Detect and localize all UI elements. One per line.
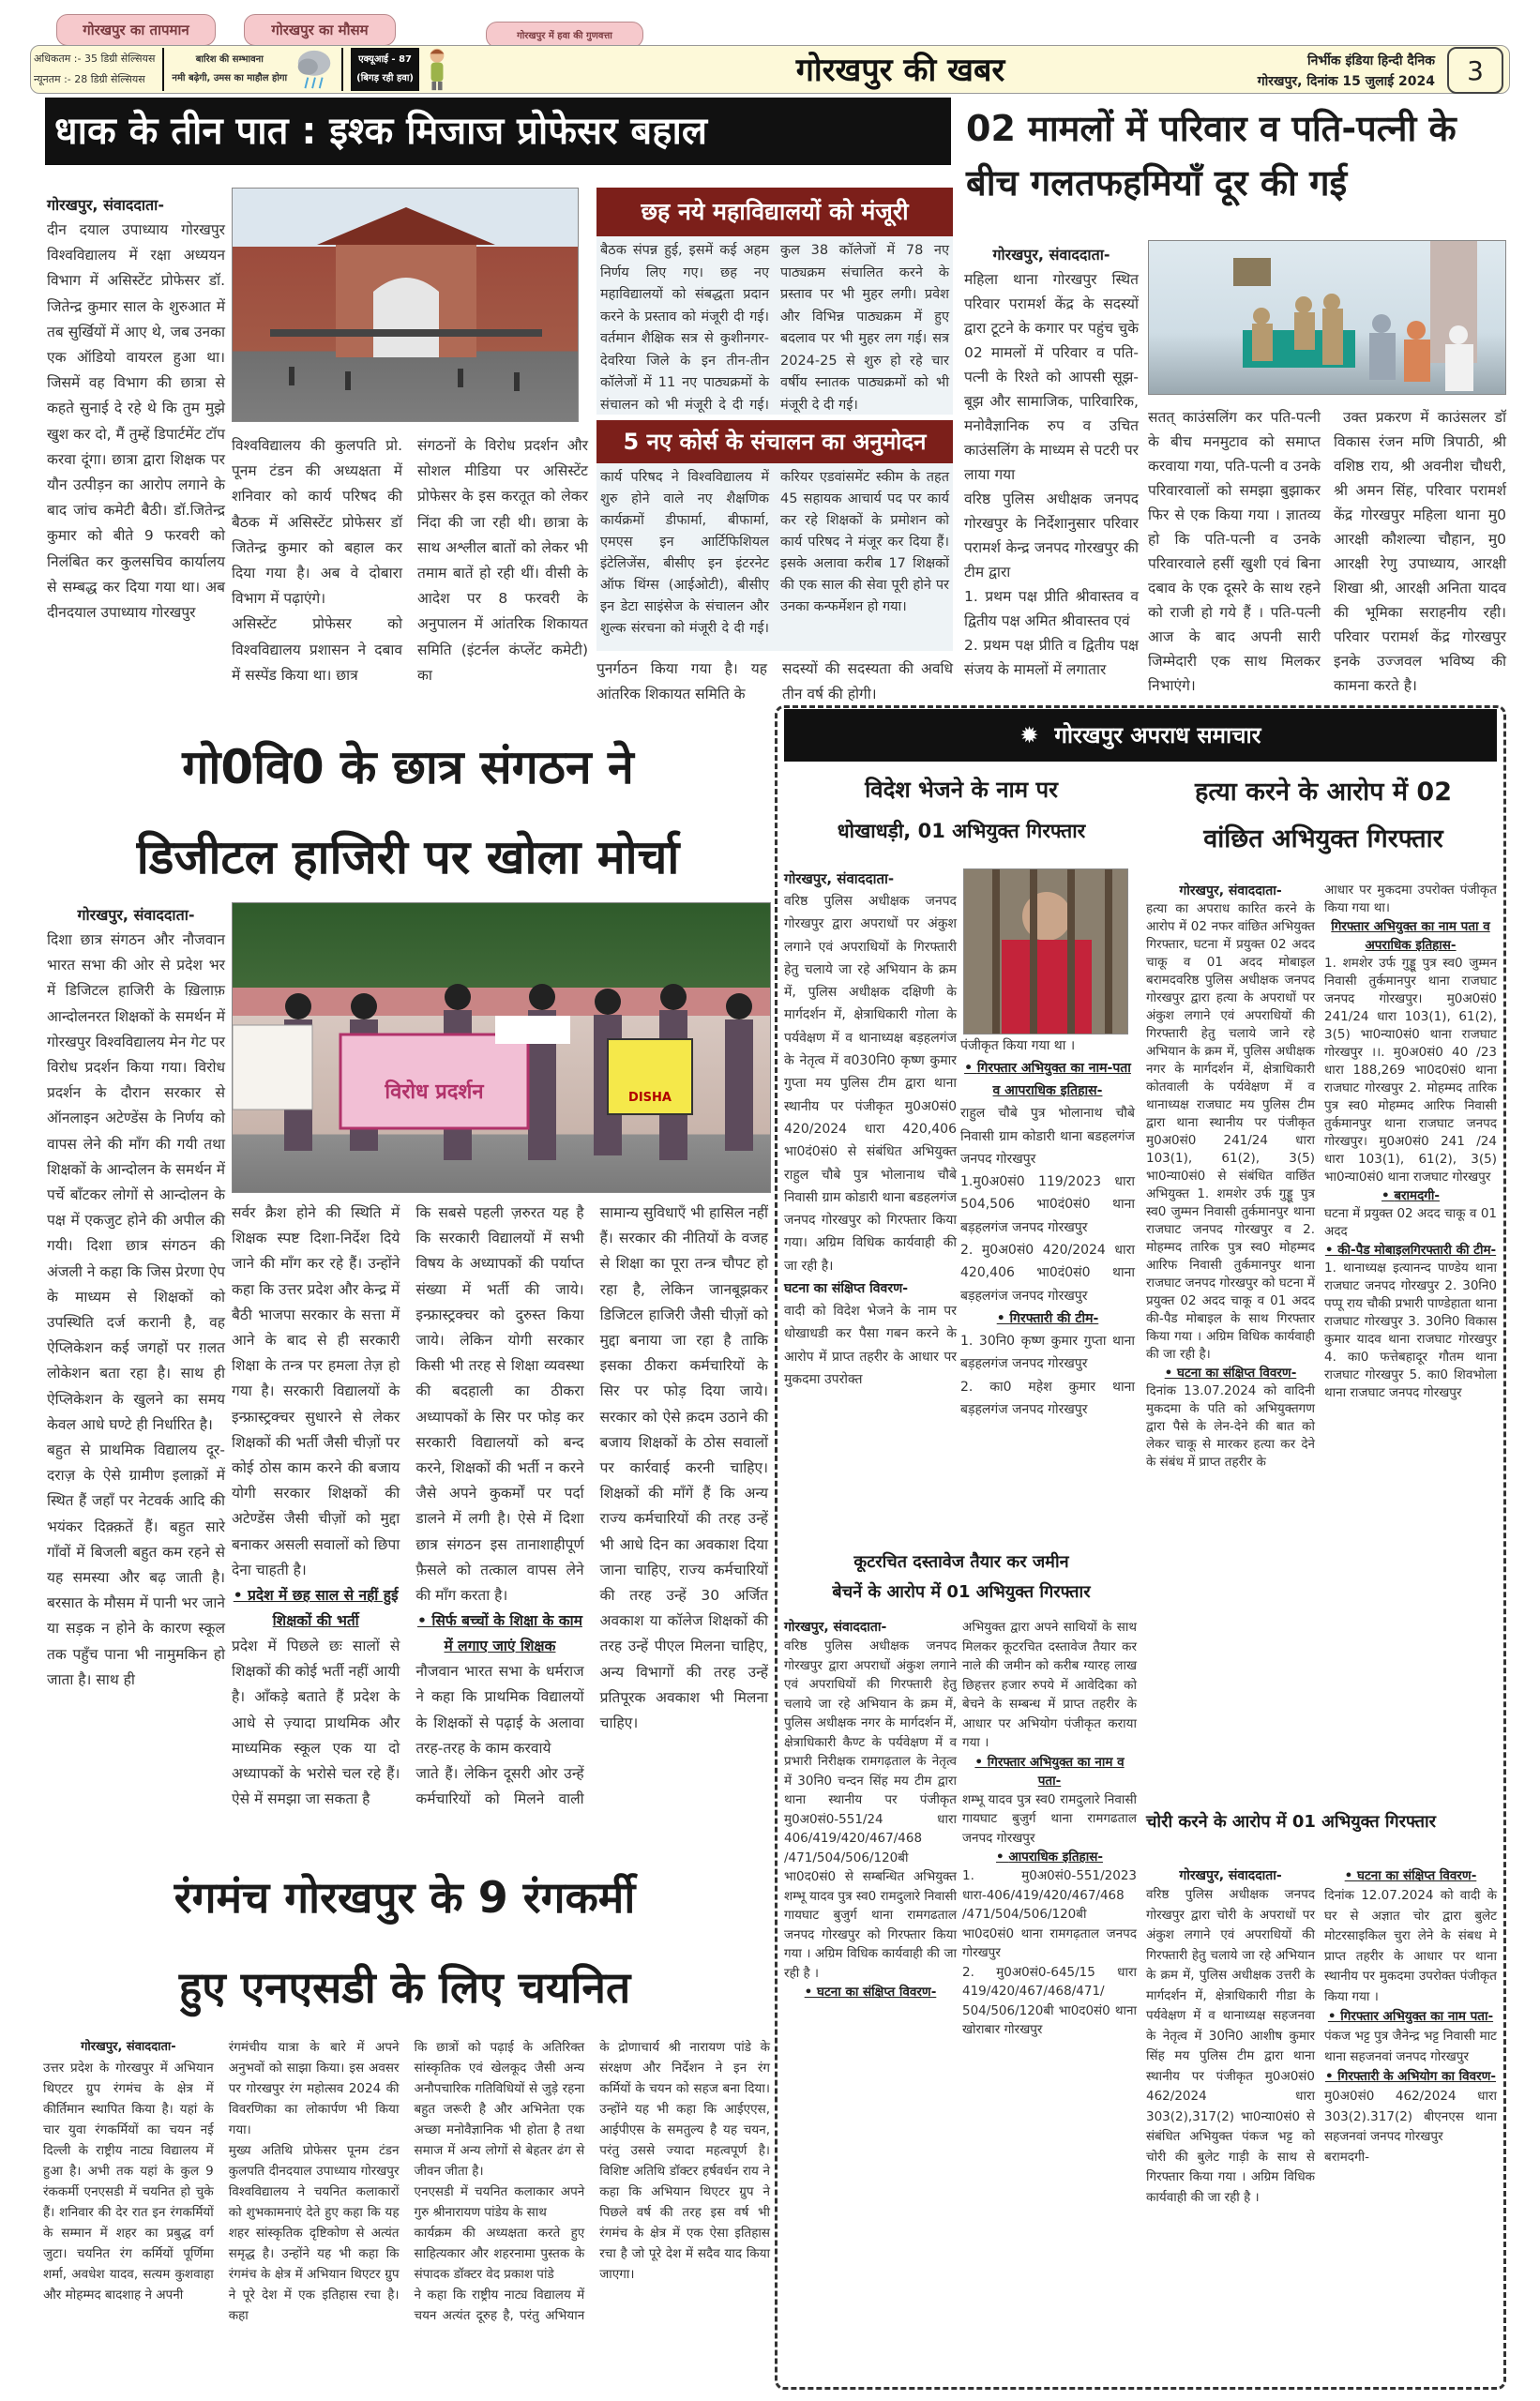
subheading: • प्रदेश में छह साल से नहीं हुई शिक्षकों की भर्ती xyxy=(232,1583,400,1634)
fraud-headline xyxy=(784,769,1139,852)
story-text: नौजवान भारत सभा के धर्मराज ने कहा कि प्राथमिक विद्यालयों के शिक्षकों से पढ़ाई के अलावा तरह-तरह के काम करवाये xyxy=(415,1663,584,1757)
max-temperature: अधिकतम :- 35 डिग्री सेल्सियस xyxy=(34,53,156,65)
story-text: 1. शमशेर उर्फ गुड्डू पुत्र स्व0 जुम्मन निवासी तुर्कमानपुर थाना राजघाट जनपद गोरखपुर। मु0अ0सं0 241/24 धारा 103(1), 61(2), 3(5) भा0न्या0सं0 थाना राजघाट गोरखपुर ।।. मु0अ0सं0 40 /23 धारा 188,269 भा0द0सं0 थाना राजघाट गोरखपुर 2. मोहम्मद तारिक पुत्र स्व0 मोहम्मद आरिफ निवासी तुर्कमानपुर थाना राजघाट जनपद गोरखपुर। मु0अ0सं0 241 /24 धारा 103(1), 61(2), 3(5) भा0न्या0सं0 थाना राजघाट गोरखपुर xyxy=(1324,956,1497,1185)
byline: गोरखपुर, संवाददाता- xyxy=(77,906,195,924)
byline: गोरखपुर, संवाददाता- xyxy=(784,870,895,887)
story-text: दिनांक 13.07.2024 को वादिनी मुकदमा के पति को अभियुक्तगण द्वारा पैसे के लेन-देने की बात को लेकर चाकू से मारकर हत्या कर देने के संबंध में प्राप्त तहरीर के xyxy=(1146,1383,1315,1470)
story-text: रंगमंचीय यात्रा के बारे में अपने अनुभवों को साझा किया। इस अवसर पर गोरखपुर रंग महोत्सव 2024 की विवरणिका का लोकार्पण भी किया गया। xyxy=(228,2040,400,2137)
jail-photo xyxy=(963,868,1128,1034)
subheading: • बरामदगी- xyxy=(1324,1186,1497,1205)
story-text: दीन दयाल उपाध्याय गोरखपुर विश्वविद्यालय में रक्षा अध्ययन विभाग में असिस्टेंट प्रोफेसर डॉ. जितेन्द्र कुमार साल के शुरुआत में तब सुर्खियों में आए थे, जब उनका एक ऑडियो वायरल हुआ था। जिसमें वह विभाग की छात्रा से कहते सुनाई दे रहे थे कि तुम मुझे खुश कर दो, मैं तुम्हें डिपार्टमेंट टॉप करवा दूंगा। छात्रा द्वारा शिक्षक पर यौन उत्पीड़न का आरोप लगाने के बाद जांच कमेटी बैठी। डॉ.जितेन्द्र कुमार को बीते 9 फरवरी को निलंबित कर कुलसचिव कार्यालय से सम्बद्ध कर दिया गया था। अब दीनदयाल उपाध्याय गोरखपुर xyxy=(47,221,225,622)
subheading: • आपराधिक इतिहास- xyxy=(962,1848,1137,1866)
story-text: 1.मु0अ0सं0 119/2023 धारा 504,506 भा0दं0सं0 थाना बड़हलगंज जनपद गोरखपुर xyxy=(960,1174,1135,1235)
counseling-col-1 xyxy=(964,242,1139,682)
story-text: 2. मु0अ0सं0-645/15 धारा 419/420/467/468/471/ 504/506/120बी भा0द0सं0 थाना खोराबार गोरखपुर xyxy=(962,1964,1137,2037)
protest-banner: विरोध प्रदर्शन xyxy=(385,1080,484,1104)
story-text: आधार पर मुकदमा उपरोक्त पंजीकृत किया गया था। xyxy=(1324,883,1497,915)
theft-col-1 xyxy=(1146,1866,1315,2208)
murder-col-2 xyxy=(1324,882,1497,1402)
page-title: गोरखपुर की खबर xyxy=(795,52,1005,89)
byline: गोरखपुर, संवाददाता- xyxy=(1179,883,1282,898)
story-text: असिस्टेंट प्रोफेसर को विश्वविद्यालय प्रशासन ने दबाव में सस्पेंड किया था। छात्र xyxy=(232,615,402,684)
story-text: वरिष्ठ पुलिस अधीक्षक जनपद गोरखपुर द्वारा अपराधों अंकुश लगाने एवं अपराधियों की गिरफ्तारी हेतु चलाये जा रहे अभियान के क्रम में, पुलिस अधीक्षक नगर के मार्गदर्शन में, क्षेत्राधिकारी कैण्ट के पर्यवेक्षण में व प्रभारी निरीक्षक रामगढ़ताल के नेतृत्व में 30नि0 चन्दन सिंह मय टीम द्वारा थाना स्थानीय पर पंजीकृत मु0अ0सं0-551/24 धारा 406/419/420/467/468 /471/504/506/120बी भा0द0सं0 से सम्बन्धित अभियुक्त शम्भू यादव पुत्र स्व0 रामदुलारे निवासी गायघाट बुजुर्ग थाना रामगढताल जनपद गोरखपुर को गिरफ्तार किया गया । अग्रिम विधिक कार्यवाही की जा रही है । xyxy=(784,1638,957,1981)
theft-col-2 xyxy=(1324,1866,1497,2167)
colleges-headline: छह नये महाविद्यालयों को मंजूरी xyxy=(596,188,953,236)
story-text: घटना में प्रयुक्त 02 अदद चाकू व 01 अदद xyxy=(1324,1206,1497,1239)
subheading: • गिरफ्तारी के अभियोग का विवरण- xyxy=(1324,2067,1497,2087)
story-text: उत्तर प्रदेश के गोरखपुर में अभियान थिएटर ग्रुप रंगमंच के क्षेत्र में कीर्तिमान स्थापित किया है। यहां के चार युवा रंगकर्मियों का चयन नई दिल्ली के राष्ट्रीय नाट्य विद्यालय में हुआ है। अभी तक यहां के कुल 9 रंककर्मी एनएसडी में चयनित हो चुके हैं। शनिवार की देर रात इन रंगकर्मियों के सम्मान में शहर का प्रबुद्ध वर्ग जुटा। चयनित रंग कर्मियों पूर्णिमा शर्मा, अवधेश यादव, सत्यम कुशवाहा और मोहम्मद बादशाह ने अपनी xyxy=(43,2061,214,2303)
story-text: सर्वर क्रैश होने की स्थिति में शिक्षक स्पष्ट दिशा-निर्देश दिये जाने की माँग कर रहे हैं। उन्होंने कहा कि उत्तर प्रदेश और केन्द्र में बैठी भाजपा सरकार के सत्ता में आने के बाद से ही सरकारी शिक्षा के तन्त्र पर हमला तेज़ हो गया है। सरकारी विद्यालयों के इन्फ्रास्ट्रक्चर सुधारने से लेकर शिक्षकों की भर्ती जैसी चीज़ों पर कोई ठोस काम करने की बजाय योगी सरकार शिक्षकों की अटेण्डेंस जैसी चीज़ों को मुद्दा बनाकर असली सवालों को छिपा देना चाहती है। xyxy=(232,1204,400,1578)
headline-line-1: कूटरचित दस्तावेज तैयार कर जमीन xyxy=(853,1552,1069,1572)
aqi-value: एक्यूआई - 87 xyxy=(358,54,412,65)
weather-label: गोरखपुर का मौसम xyxy=(244,14,396,46)
headline-line-2: वांछित अभियुक्त गिरफ्तार xyxy=(1203,824,1443,853)
theft-headline: चोरी करने के आरोप में 01 अभियुक्त गिरफ्तार xyxy=(1146,1812,1436,1832)
story-text: पुनर्गठन किया गया है। यह आंतरिक शिकायत समिति के xyxy=(596,660,767,703)
counseling-room-photo xyxy=(1148,240,1506,395)
subheading: • गिरफ्तार अभियुक्त का नाम पता- xyxy=(1324,2007,1497,2027)
theatre-headline xyxy=(41,1852,768,2032)
professor-headline: धाक के तीन पात : इश्क मिजाज प्रोफेसर बहाल xyxy=(45,98,951,165)
story-text: विश्वविद्यालय की कुलपति प्रो. पूनम टंडन की अध्यक्षता में शनिवार को कार्य परिषद की बैठक में असिस्टेंट प्रोफेसर डॉ जितेन्द्र कुमार को बहाल कर दिया गया है। अब वे दोबारा विभाग में पढ़ाएंगे। xyxy=(232,437,402,608)
story-text: जाते हैं। लेकिन दूसरी ओर उन्हें कर्मचारियों को मिलने वाली सामान्य सुविधाएँ भी हासिल नहीं हैं। सरकार की नीतियों के वजह से शिक्षा का पूरा तन्त्र चौपट हो रहा है, लेकिन जानबूझकर डिजिटल हाजिरी जैसी चीज़ों को मुद्दा बनाया जा रहा है ताकि इसका ठीकरा कर्मचारियों के सिर पर फोड़ दिया जाये। सरकार को ऐसे क़दम उठाने की बजाय शिक्षकों के ठोस सवालों पर कार्रवाई करनी चाहिए। शिक्षकों की माँगें हैं कि अन्य राज्य कर्मचारियों की तरह उन्हें भी आधे दिन का अवकाश दिया जाना चाहिए, राज्य कर्मचारियों की तरह उन्हें 30 अर्जित अवकाश या कॉलेज शिक्षकों की तरह उन्हें पीएल मिलना चाहिए, अन्य विभागों की तरह उन्हें प्रतिपूरक अवकाश भी मिलना चाहिए। xyxy=(415,1204,768,1808)
story-text: कार्यक्रम की अध्यक्षता करते हुए साहित्यकार और शहरनामा पुस्तक के संपादक डॉक्टर वेद प्रकाश पांडे xyxy=(414,2226,585,2282)
courses-box xyxy=(596,420,953,651)
theatre-body xyxy=(43,2037,770,2326)
headline-line-1: गो0वि0 के छात्र संगठन ने xyxy=(182,740,634,794)
byline: गोरखपुर, संवाददाता- xyxy=(81,2040,176,2054)
temperature-label: गोरखपुर का तापमान xyxy=(56,14,216,46)
students-col-2-4 xyxy=(232,1200,768,1812)
story-text: सतत् काउंसलिंग कर पति-पत्नी के बीच मनमुटाव को समाप्त करवाया गया, पति-पत्नी व उनके परिवारवालों को समझा बुझाकर फिर से एक किया गया । ज्ञातव्य हो कि पति-पत्नी व उनके परिवारवाले हसीं खुशी एवं बिना दबाव के एक दूसरे के साथ रहने को राजी हो गये हैं । पति-पत्नी आज के बाद अपनी सारी जिम्मेदारी एक साथ मिलकर निभाएंगे। xyxy=(1148,409,1321,694)
forgery-col-2 xyxy=(962,1618,1137,2040)
subheading: • घटना का संक्षिप्त विवरण- xyxy=(1146,1364,1315,1382)
weather-line-1: बारिश की सम्भावना xyxy=(195,54,264,65)
story-text: उक्त प्रकरण में काउंसलर डॉ विकास रंजन मणि त्रिपाठी, श्री वशिष्ठ राय, श्री अवनीश चौधरी, श्री अमन सिंह, परिवार परामर्श केंद्र गोरखपुर महिला थाना मु0 आरक्षी कौशल्या चौहान, मु0 आरक्षी रेणु उपाध्याय, आरक्षी शिखा श्री, आरक्षी अनिता यादव की भूमिका सराहनीय रही। परिवार परामर्श केंद्र गोरखपुर इनके उज्जवल भविष्य की कामना करते है। xyxy=(1334,409,1506,694)
weather-line-2: नमी बढ़ेगी, उमस का माहौल होगा xyxy=(172,73,288,83)
professor-col-4-5 xyxy=(596,657,953,707)
colleges-box xyxy=(596,188,953,415)
protest-photo xyxy=(232,902,771,1193)
story-text: कि छात्रों को पढ़ाई के अतिरिक्त सांस्कृतिक एवं खेलकूद जैसी अन्य अनौपचारिक गतिविधियों से जुड़े रहना बहुत जरूरी है और अभिनेता एक अच्छा मनोवैज्ञानिक भी होता है तथा समाज में अन्य लोगों से बेहतर ढंग से जीवन जीता है। xyxy=(414,2040,585,2179)
aqi-box xyxy=(351,48,419,91)
story-text: अभियुक्त द्वारा अपने साथियों के साथ मिलकर कूटरचित दस्तावेज तैयार कर नाले की जमीन को करीब ग्यारह लाख छिहत्तर हजार रुपये में आवेदिका को बेचने के सम्बन्ध में प्राप्त तहरीर के आधार पर अभियोग पंजीकृत कराया गया । xyxy=(962,1620,1137,1750)
headline-line-2: धोखाधड़ी, 01 अभियुक्त गिरफ्तार xyxy=(837,820,1086,842)
min-temperature: न्यूनतम :- 28 डिग्री सेल्सियस xyxy=(34,73,145,85)
story-text: मुख्य अतिथि प्रोफेसर पूनम टंडन कुलपति दीनदयाल उपाध्याय गोरखपुर विश्वविद्यालय ने चयनित कलाकारों को शुभकामनाएं देते हुए कहा कि यह शहर सांस्कृतिक दृष्टिकोण से अत्यंत समृद्ध है। उन्होंने यह भी कहा कि रंगमंच के क्षेत्र में अभियान थिएटर ग्रुप ने पूरे देश में एक इतिहास रचा है। कहा xyxy=(228,2143,400,2323)
students-headline xyxy=(47,722,769,902)
story-text: दिनांक 12.07.2024 को वादी के घर से अज्ञात चोर द्वारा बुलेट मोटरसाइकिल चुरा लेने के संबध मे प्राप्त तहरीर के आधार पर थाना स्थानीय पर मुकदमा उपरोक्त पंजीकृत किया गया । xyxy=(1324,1888,1497,2004)
story-text: एनएसडी में चयनित कलाकार अपने गुरु श्रीनारायण पांडेय के साथ xyxy=(414,2184,585,2220)
forgery-col-1 xyxy=(784,1618,957,2001)
story-text: वरिष्ठ पुलिस अधीक्षक जनपद गोरखपुर के निर्देशानुसार परिवार परामर्श केन्द्र जनपद गोरखपुर की टीम द्वारा xyxy=(964,491,1139,581)
story-text: राहुल चौबे पुत्र भोलानाथ चौबे निवासी ग्राम कोडारी थाना बडहलगंज जनपद गोरखपुर xyxy=(960,1106,1135,1167)
crime-banner-title: गोरखपुर अपराध समाचार xyxy=(1054,722,1261,748)
subheading: • गिरफ्तार अभियुक्त का नाम व पता- xyxy=(962,1753,1137,1790)
forgery-headline xyxy=(784,1548,1139,1608)
university-gate-photo xyxy=(232,188,579,422)
headline-line-1: हत्या करने के आरोप में 02 xyxy=(1194,778,1452,807)
divider xyxy=(162,48,164,91)
subheading: • सिर्फ बच्चों के शिक्षा के काम में लगाए जाएं शिक्षक xyxy=(415,1608,583,1659)
story-text: संगठनों के विरोध प्रदर्शन और सोशल मीडिया पर असिस्टेंट प्रोफेसर के इस करतूत को लेकर निंदा की जा रही थी। छात्रा के साथ अश्लील बातों को लेकर भी तमाम बातें हो रही थीं। वीसी के आदेश पर 8 फरवरी के अनुपालन में आंतरिक शिकायत समिति (इंटर्नल कंप्लेंट कमेटी) का xyxy=(417,437,588,684)
story-text: 2. मु0अ0सं0 420/2024 धारा 420,406 भा0दं0सं0 थाना बड़हलगंज जनपद गोरखपुर xyxy=(960,1243,1135,1304)
professor-col-1 xyxy=(47,192,225,626)
byline: गोरखपुर, संवाददाता- xyxy=(784,1620,887,1635)
story-text: बरामदगी- xyxy=(1324,2149,1369,2165)
subheading: • घटना का संक्षिप्त विवरण- xyxy=(1324,1866,1497,1886)
byline: गोरखपुर, संवाददाता- xyxy=(992,246,1110,264)
coughing-child-icon xyxy=(427,47,447,92)
courses-headline: 5 नए कोर्स के संचालन का अनुमोदन xyxy=(596,420,953,463)
story-text: शम्भू यादव पुत्र स्व0 रामदुलारे निवासी गायघाट बुजुर्ग थाना रामगढताल जनपद गोरखपुर xyxy=(962,1791,1137,1846)
story-text: 1. थानाध्यक्ष इत्यानन्द पाण्डेय थाना राजघाट जनपद गोरखपुर 2. 30नि0 पप्पू राय चौकी प्रभारी पाण्डेहाता थाना राजघाट गोरखपुर 3. 30नि0 विकास कुमार यादव थाना राजघाट गोरखपुर 4. का0 फत्तेबहादूर गौतम थाना राजघाट गोरखपुर 5. का0 शिवभोला थाना राजघाट जनपद गोरखपुर xyxy=(1324,1261,1497,1400)
temperature-readings xyxy=(34,47,155,92)
headline-line-2: डिजीटल हाजिरी पर खोला मोर्चा xyxy=(136,830,680,884)
murder-col-1 xyxy=(1146,882,1315,1472)
air-quality-label: गोरखपुर में हवा की गुणवत्ता xyxy=(486,22,643,48)
subheading: • घटना का संक्षिप्त विवरण- xyxy=(784,1983,957,2001)
fraud-col-1 xyxy=(784,868,957,1391)
fraud-col-2 xyxy=(960,1034,1135,1421)
paper-name: निर्भीक इंडिया हिन्दी दैनिक xyxy=(1306,53,1435,68)
headline-line-2: बेचनें के आरोप में 01 अभियुक्त गिरफ्तार xyxy=(832,1582,1091,1602)
story-text: 1. 30नि0 कृष्ण कुमार गुप्ता थाना बड़हलगंज जनपद गोरखपुर xyxy=(960,1333,1135,1372)
story-text: मु0अ0सं0 462/2024 धारा 303(2).317(2) बीएनएस थाना सहजनवां जनपद गोरखपुर xyxy=(1324,2089,1497,2144)
rain-cloud-icon xyxy=(294,47,334,92)
story-text: हत्या का अपराध कारित करने के आरोप में 02 नफर वांछित अभियुक्त गिरफ्तार, घटना में प्रयुक्त 02 अदद चाकू व 01 अदद मोबाइल बरामदवरिष्ठ पुलिस अधीक्षक जनपद गोरखपुर द्वारा हत्या के अपराधों पर अंकुश लगाने एवं अपराधियों की गिरफ्तारी हेतु चलाये जाने रहे अभियान के क्रम में, पुलिस अधीक्षक नगर के मार्गदर्शन में, क्षेत्राधिकारी कोतवाली के पर्यवेक्षण में व थानाध्यक्ष राजघाट मय पुलिस टीम द्वारा थाना स्थानीय पर पंजीकृत मु0अ0सं0 241/24 धारा 103(1), 61(2), 3(5) भा0न्या0सं0 से संबंधित वाछिंत अभियुक्त 1. शमशेर उर्फ गुड्डू पुत्र स्व0 जुम्मन निवासी तुर्कमानपुर थाना राजघाट जनपद गोरखपुर व 2. मोहम्मद तारिक पुत्र स्व0 मोहम्मद आरिफ निवासी तुर्कमानपुर थाना राजघाट जनपद गोरखपुर को घटना में प्रयुक्त 02 अदद चाकू व 01 अदद की-पैड मोबाइल के साथ गिरफ्तार किया गया । अग्रिम विधिक कार्यवाही की जा रही है। xyxy=(1146,901,1315,1362)
story-text: कार्य परिषद ने विश्वविद्यालय में शुरु होने वाले नए शैक्षणिक कार्यक्रमों डीफार्मा, बीफार्मा, एमएस इन आर्टिफिशियल इंटेलिजेंस, बीसीए इन इंटरनेट ऑफ थिंग्स (आईओटी), बीसीए इन डेटा साइंसेज के संचालन और शुल्क संरचना को मंजूरी दे दी गई। करियर एडवांसमेंट स्कीम के तहत 45 सहायक आचार्य पद पर कार्य कर रहे शिक्षकों के प्रमोशन को कार्य परिषद ने मंजूर कर दिया हैं। इसके अलावा करीब 17 शिक्षकों की एक साल की सेवा पूरी होने पर उनका कन्फर्मेशन हो गया। xyxy=(600,470,949,636)
headline-line-1: रंगमंच गोरखपुर के 9 रंगकर्मी xyxy=(174,1872,636,1923)
story-text: महिला थाना गोरखपुर स्थित परिवार परामर्श केंद्र के सदस्यों द्वारा टूटने के कगार पर पहुंच चुके 02 मामलों में परिवार व पति-पत्नी के रिश्ते को आपसी सूझ-बूझ और सामाजिक, पारिवारिक, मनोवैज्ञानिक रुप व उचित काउंसलिंग के माध्यम से पटरी पर लाया गया xyxy=(964,271,1139,483)
story-text: 2. का0 महेश कुमार थाना बड़हलगंज जनपद गोरखपुर xyxy=(960,1379,1135,1417)
crime-banner xyxy=(784,709,1497,762)
protest-placard: DISHA xyxy=(628,1091,672,1105)
headline-line-1: विदेश भेजने के नाम पर xyxy=(865,777,1058,803)
story-text: पंजीकृत किया गया था । xyxy=(960,1038,1076,1053)
headline-line-2: हुए एनएसडी के लिए चयनित xyxy=(178,1962,631,2013)
page-number: 3 xyxy=(1447,47,1503,94)
story-text: ने कहा कि राष्ट्रीय नाट्य विद्यालय में चयन अत्यंत दूरुह है, परंतु अभियान के द्रोणाचार्य श्री नारायण पांडे के संरक्षण और निर्देशन ने इन रंग कर्मियों के चयन को सहज बना दिया। उन्होंने यह भी कहा कि आईएएस, आईपीएस के समतुल्य है यह चयन, परंतु उससे ज्यादा महत्वपूर्ण है। विशिष्ट अतिथि डॉक्टर हर्षवर्धन राय ने कहा कि अभियान थिएटर ग्रुप ने पिछले वर्ष की तरह इस वर्ष भी रंगमंच के क्षेत्र में एक ऐसा इतिहास रचा है जो पूरे देश में सदैव याद किया जाएगा। xyxy=(414,2040,770,2323)
subheading: • की-पैड मोबाइलगिरफ्तारी की टीम- xyxy=(1324,1241,1497,1260)
dateline: गोरखपुर, दिनांक 15 जुलाई 2024 xyxy=(1257,74,1435,89)
story-text: कि सबसे पहली ज़रुरत यह है कि सरकारी विद्यालयों में सभी विषय के अध्यापकों की पर्याप्त संख्या में भर्ती की जाये। इन्फ्रास्ट्रक्चर को दुरुस्त किया जाये। लेकिन योगी सरकार किसी भी तरह से शिक्षा व्यवस्था की बदहाली का ठीकरा अध्यापकों के सिर पर फोड़ कर सरकारी विद्यालयों को बन्द करने, शिक्षकों की भर्ती न करने जैसे अपने कुकर्मों पर पर्दा डालने में लगी है। ऐसे में दिशा छात्र संगठन इस तानाशाहीपूर्ण फ़ैसले को तत्काल वापस लेने की माँग करता है। xyxy=(415,1204,584,1605)
story-text: प्रदेश में पिछले छः सालों से शिक्षकों की कोई भर्ती नहीं आयी है। आँकड़े बताते हैं प्रदेश के आधे से ज़्यादा प्राथमिक और माध्यमिक स्कूल एक या दो अध्यापकों के भरोसे चल रहे हैं। ऐसे में समझा जा सकता है xyxy=(232,1638,400,1808)
subheading: • गिरफ्तार अभियुक्त का नाम-पता व आपराधिक इतिहास- xyxy=(960,1057,1135,1102)
paper-info xyxy=(1172,51,1435,92)
byline: गोरखपुर, संवाददाता- xyxy=(47,196,164,214)
story-text: वादी को विदेश भेजने के नाम पर धोखाधडी कर पैसा गबन करने के आरोप में प्राप्त तहरीर के आधार पर मुकदमा उपरोक्त xyxy=(784,1304,957,1387)
weather-forecast xyxy=(172,47,287,92)
story-text: वरिष्ठ पुलिस अधीक्षक जनपद गोरखपुर द्वारा चोरी के अपराधों पर अंकुश लगाने एवं अपराधियों की गिरफ्तारी हेतु चलाये जा रहे अभियान के क्रम में, पुलिस अधीक्षक उत्तरी के मार्गदर्शन में, क्षेत्राधिकारी गीडा के पर्यवेक्षण में व थानाध्यक्ष सहजनवा के नेतृत्व में 30नि0 आशीष कुमार सिंह मय पुलिस टीम द्वारा थाना स्थानीय पर पंजीकृत मु0अ0सं0 462/2024 धारा 303(2),317(2) भा0न्या0सं0 से संबंधित अभियुक्त पंकज भट्ट को चोरी की बुलेट गाड़ी के साथ से गिरफ्तार किया गया । अग्रिम विधिक कार्यवाही की जा रही है । xyxy=(1146,1887,1315,2205)
story-text: 2. प्रथम पक्ष प्रीति व द्वितीय पक्ष संजय के मामलों में लगातार xyxy=(964,637,1139,678)
aqi-status: (बिगड़ रही हवा) xyxy=(356,73,414,83)
story-text: सदस्यों की सदस्यता की अवधि तीन वर्ष की होगी। xyxy=(782,660,953,703)
story-text: बैठक संपन्न हुई, इसमें कई अहम निर्णय लिए गए। छह नए महाविद्यालयों को संबद्धता प्रदान करने के प्रस्ताव को मंजूरी दी गई। वर्तमान शैक्षिक सत्र से कुशीनगर-देवरिया जिले के इन तीन-तीन कॉलेजों में 11 नए पाठ्यक्रमों के संचालन को भी मंजूरी दे दी गई। कुल 38 कॉलेजों में 78 नए पाठ्यक्रम संचालित करने के प्रस्ताव पर भी मुहर लगी। प्रवेश और विभिन्न पाठ्यक्रम में हुए बदलाव पर भी मुहर लग गई। सत्र 2024-25 से शुरु हो रहे चार वर्षीय स्नातक पाठ्यक्रमों को भी मंजूरी दे दी गई। xyxy=(600,243,949,413)
byline: गोरखपुर, संवाददाता- xyxy=(1179,1868,1282,1883)
subheading: • गिरफ्तारी की टीम- xyxy=(960,1307,1135,1330)
counseling-col-2-3 xyxy=(1148,405,1506,698)
story-text: 1. मु0अ0सं0-551/2023 धारा-406/419/420/467/468 /471/504/506/120बी भा0द0सं0 थाना रामगढ़ताल जनपद गोरखपुर xyxy=(962,1868,1137,1960)
murder-headline xyxy=(1146,769,1501,863)
story-text: 1. प्रथम पक्ष प्रीति श्रीवास्तव व द्वितीय पक्ष अमित श्रीवास्तव एवं xyxy=(964,588,1139,629)
subheading: घटना का संक्षिप्त विवरण- xyxy=(784,1281,908,1297)
masthead-info-row xyxy=(34,47,447,92)
story-text: वरिष्ठ पुलिस अधीक्षक जनपद गोरखपुर द्वारा अपराधों पर अंकुश लगाने एवं अपराधियों के गिरफ्तारी हेतु चलाये जा रहे अभियान के क्रम में, पुलिस अधीक्षक दक्षिणी के मार्गदर्शन में, क्षेत्राधिकारी गोला के पर्यवेक्षण में व थानाध्यक्ष बड़हलगंज के नेतृत्व में व030नि0 कृष्ण कुमार गुप्ता मय पुलिस टीम द्वारा थाना स्थानीय पर पंजीकृत मु0अ0सं0 420/2024 धारा 420,406 भा0दं0सं0 से संबंधित अभियुक्त राहुल चौबे पुत्र भोलानाथ चौबे निवासी ग्राम कोडारी थाना बडहलगंज जनपद गोरखपुर को गिरफ्तार किया गया। अग्रिम विधिक कार्यवाही की जा रही है। xyxy=(784,894,957,1274)
story-text: पंकज भट्ट पुत्र जैनेन्द्र भट्ट निवासी माट थाना सहजनवां जनपद गोरखपुर xyxy=(1324,2029,1497,2064)
story-text: बहुत से प्राथमिक विद्यालय दूर-दराज़ के ऐसे ग्रामीण इलाक़ों में स्थित हैं जहाँ पर नेटवर्क आदि की भयंकर दिक़्क़तें हैं। बहुत सारे गाँवों में बिजली बहुत कम रहने से यह समस्या और बढ़ जाती है। बरसात के मौसम में पानी भर जाने या सड़क न होने के कारण स्कूल तक पहुँच पाना भी नामुमकिन हो जाता है। साथ ही xyxy=(47,1442,225,1688)
subheading: गिरफ्तार अभियुक्त का नाम पता व अपराधिक इतिहास- xyxy=(1331,919,1490,953)
counseling-headline: 02 मामलों में परिवार व पति-पत्नी के बीच गलतफहमियाँ दूर की गई xyxy=(966,108,1457,204)
starburst-icon: ✹ xyxy=(1019,722,1055,748)
divider xyxy=(341,48,343,91)
professor-col-2-3 xyxy=(232,433,588,688)
story-text: दिशा छात्र संगठन और नौजवान भारत सभा की ओर से प्रदेश भर में डिजिटल हाजिरी के ख़िलाफ़ आन्दोलनरत शिक्षकों के समर्थन में गोरखपुर विश्वविद्यालय मेन गेट पर विरोध प्रदर्शन किया गया। विरोध प्रदर्शन के दौरान सरकार से ऑनलाइन अटेण्डेंस के निर्णय को वापस लेने की माँग की गयी तथा शिक्षकों के आन्दोलन के समर्थन में पर्चे बाँटकर लोगों से आन्दोलन के पक्ष में एकजुट होने की अपील की गयी। दिशा छात्र संगठन की अंजली ने कहा कि जिस प्रेरणा ऐप के माध्यम से शिक्षकों को उपस्थिति दर्ज करानी है, वह ऐप्लिकेशन कई जगहों पर ग़लत लोकेशन बता रहा है। साथ ही ऐप्लिकेशन के खुलने का समय केवल आधे घण्टे ही निर्धारित है। xyxy=(47,931,225,1433)
students-col-1 xyxy=(47,902,225,1693)
